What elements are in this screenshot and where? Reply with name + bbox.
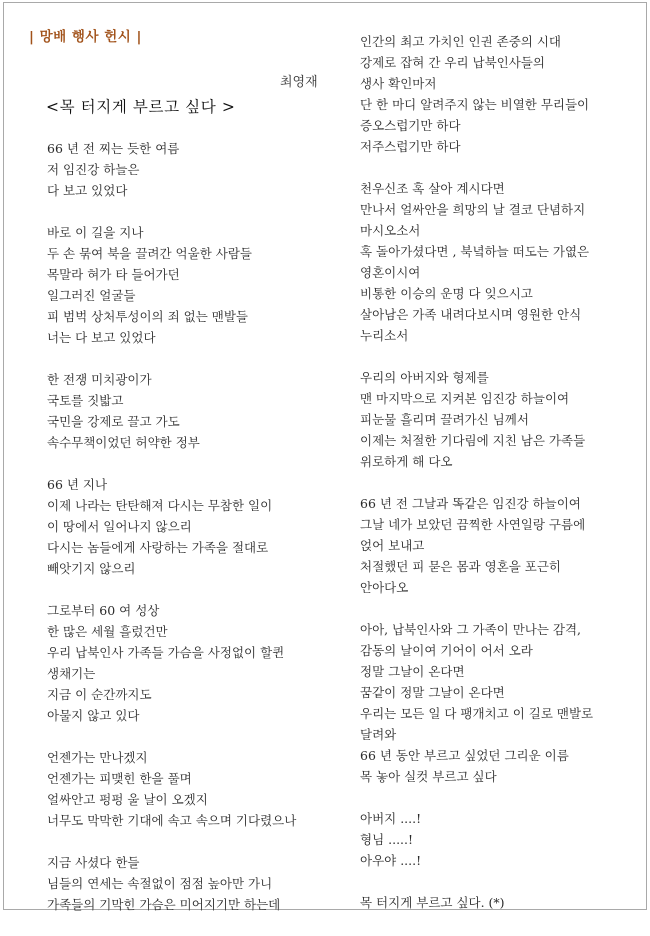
poem-line: 맨 마지막으로 지켜본 임진강 하늘이여 (360, 391, 570, 406)
poem-stanza (360, 31, 640, 157)
poem-line: 바로 이 길을 지나 (47, 225, 144, 240)
poem-line: 천우신조 혹 살아 계시다면 (360, 181, 505, 196)
poem-stanza (47, 600, 337, 726)
poem-line: 마시오소서 (360, 223, 421, 238)
poem-line: 형님 .....! (360, 832, 414, 847)
poem-line: 우리의 아버지와 형제를 (360, 370, 489, 385)
poem-line: 안아다오 (360, 580, 409, 595)
poem-line: 생사 확인마저 (360, 76, 437, 91)
poem-line: 빼앗기지 않으리 (47, 561, 136, 576)
poem-line: 아우야 ....! (360, 853, 422, 868)
poem-line: 누리소서 (360, 328, 409, 343)
poem-line: 단 한 마디 알려주지 않는 비열한 무리들이 (360, 97, 590, 112)
poem-line: 아물지 않고 있다 (47, 708, 140, 723)
poem-line: 아버지 ....! (360, 811, 422, 826)
poem-stanza (47, 474, 337, 579)
poem-line: 달려와 (360, 727, 397, 742)
poem-title: <목 터지게 부르고 싶다 > (46, 98, 236, 116)
poem-stanza (360, 808, 640, 871)
poem-line: 얼싸안고 펑펑 울 날이 오겠지 (47, 792, 208, 807)
poem-line: 그날 네가 보았던 끔찍한 사연일랑 구름에 (360, 517, 586, 532)
poem-left-column (47, 138, 337, 936)
poem-line: 우리는 모든 일 다 팽개치고 이 길로 맨발로 (360, 706, 594, 721)
poem-line: 비통한 이승의 운명 다 잊으시고 (360, 286, 533, 301)
poem-author: 최영재 (280, 75, 318, 90)
poem-line: 얹어 보내고 (360, 538, 425, 553)
poem-line: 속수무책이었던 허약한 정부 (47, 435, 200, 450)
poem-stanza (47, 852, 337, 915)
poem-line: 두 손 묶여 북을 끌려간 억울한 사람들 (47, 246, 252, 261)
poem-line: 목 터지게 부르고 싶다. (*) (360, 895, 505, 910)
poem-line: 처절했던 피 묻은 몸과 영혼을 포근히 (360, 559, 561, 574)
poem-line: 증오스럽기만 하다 (360, 118, 461, 133)
poem-line: 이제는 처절한 기다림에 지친 남은 가족들 (360, 433, 586, 448)
poem-line: 너무도 막막한 기대에 속고 속으며 기다렸으나 (47, 813, 297, 828)
poem-line: 위로하게 해 다오 (360, 454, 453, 469)
poem-right-column (360, 31, 640, 934)
poem-line: 이제 나라는 탄탄해져 다시는 무참한 일이 (47, 498, 273, 513)
poem-line: 강제로 잡혀 간 우리 납북인사들의 (360, 55, 545, 70)
poem-line: 66 년 전 그날과 똑같은 임진강 하늘이여 (360, 496, 581, 511)
poem-stanza (47, 369, 337, 453)
poem-line: 가족들의 기막힌 가슴은 미어지기만 하는데 (47, 897, 281, 912)
poem-line: 국토를 짓밟고 (47, 393, 124, 408)
poem-line: 인간의 최고 가치인 인권 존중의 시대 (360, 34, 561, 49)
poem-stanza (360, 892, 640, 913)
poem-line: 지금 이 순간까지도 (47, 687, 152, 702)
poem-line: 만나서 얼싸안을 희망의 날 결코 단념하지 (360, 202, 586, 217)
poem-stanza (360, 178, 640, 346)
poem-line: 66 년 동안 부르고 싶었던 그리운 이름 (360, 748, 569, 763)
poem-line: 목 놓아 실컷 부르고 싶다 (360, 769, 497, 784)
poem-line: 우리 납북인사 가족들 가슴을 사정없이 할퀸 (47, 645, 285, 660)
poem-line: 66 년 지나 (47, 477, 108, 492)
poem-stanza (47, 138, 337, 201)
poem-line: 생채기는 (47, 666, 96, 681)
poem-line: 이 땅에서 일어나지 않으리 (47, 519, 192, 534)
document-page (3, 2, 647, 910)
poem-line: 저 임진강 하늘은 (47, 162, 140, 177)
poem-line: 국민을 강제로 끌고 가도 (47, 414, 180, 429)
poem-line: 지금 사셨다 한들 (47, 855, 140, 870)
poem-line: 혹 돌아가셨다면 , 북녘하늘 떠도는 가엾은 (360, 244, 590, 259)
poem-line: 너는 다 보고 있었다 (47, 330, 156, 345)
poem-line: 그로부터 60 여 성상 (47, 603, 160, 618)
poem-line: 저주스럽기만 하다 (360, 139, 461, 154)
section-header: | 망배 행사 헌시 | (29, 29, 142, 45)
poem-line: 살아남은 가족 내려다보시며 영원한 안식 (360, 307, 582, 322)
poem-line: 꿈같이 정말 그날이 온다면 (360, 685, 505, 700)
poem-line: 다시는 놈들에게 사랑하는 가족을 절대로 (47, 540, 269, 555)
poem-line: 66 년 전 찌는 듯한 여름 (47, 141, 180, 156)
poem-stanza (360, 493, 640, 598)
poem-stanza (47, 222, 337, 348)
poem-line: 님들의 연세는 속절없이 점점 높아만 가니 (47, 876, 273, 891)
poem-line: 한 전쟁 미치광이가 (47, 372, 152, 387)
poem-line: 피 범벅 상처투성이의 죄 없는 맨발들 (47, 309, 248, 324)
poem-stanza (47, 747, 337, 831)
poem-line: 피눈물 흘리며 끌려가신 님께서 (360, 412, 529, 427)
poem-line: 언젠가는 피맺힌 한을 풀며 (47, 771, 192, 786)
poem-line: 일그러진 얼굴들 (47, 288, 136, 303)
poem-line: 정말 그날이 온다면 (360, 664, 465, 679)
poem-line: 다 보고 있었다 (47, 183, 128, 198)
poem-line: 영혼이시여 (360, 265, 421, 280)
poem-line: 아아, 납북인사와 그 가족이 만나는 감격, (360, 622, 582, 637)
poem-line: 한 많은 세월 흘렀건만 (47, 624, 168, 639)
poem-stanza (360, 367, 640, 472)
poem-stanza (360, 619, 640, 787)
poem-line: 감동의 날이여 기어이 어서 오라 (360, 643, 533, 658)
poem-line: 목말라 혀가 타 들어가던 (47, 267, 180, 282)
poem-line: 언젠가는 만나겠지 (47, 750, 148, 765)
